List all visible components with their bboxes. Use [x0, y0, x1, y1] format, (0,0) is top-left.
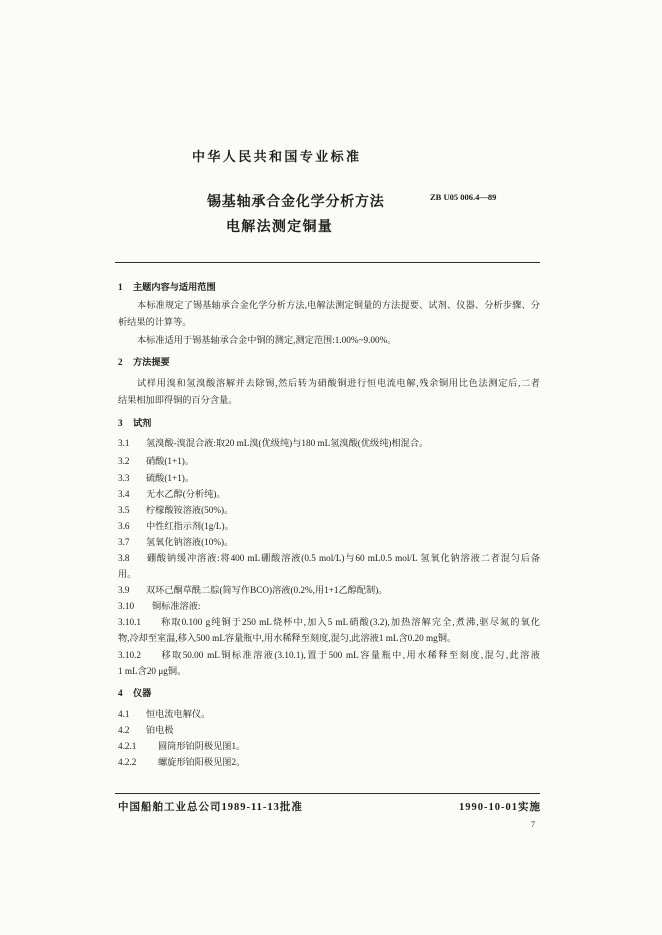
- clause-text: 移取50.00 mL铜标准溶液(3.10.1),置于500 mL容量瓶中,用水稀释至刻度,混匀,此溶液: [160, 650, 540, 660]
- clause-3-4: [118, 488, 540, 500]
- clause-3-5: [118, 504, 540, 516]
- clause-3-10-2-line-1: [118, 649, 540, 661]
- clause-text: 螺旋形铂阳极见图2。: [158, 757, 246, 767]
- clause-text: 硼酸钠缓冲溶液:将400 mL硼酸溶液(0.5 mol/L)与60 mL0.5 mol/L 氢氧化钠溶液二者混匀后备: [146, 553, 540, 563]
- clause-3-10-1-line-1: [118, 616, 540, 628]
- clause-text: 柠檬酸铵溶液(50%)。: [146, 505, 234, 515]
- clause-text: 称取0.100 g纯铜于250 mL烧杯中,加入5 mL硝酸(3.2),加热溶解完全,煮沸,驱尽氮的氧化: [160, 617, 540, 627]
- section-number: 4: [118, 688, 123, 698]
- clause-3-1: [118, 437, 540, 449]
- clause-number: 3.8: [118, 553, 130, 563]
- clause-number: 4.2.1: [118, 741, 137, 751]
- approval-note: 中国船舶工业总公司1989-11-13批准: [118, 802, 303, 813]
- clause-3-9: [118, 584, 540, 596]
- clause-number: 3.4: [118, 489, 130, 499]
- section-number: 2: [118, 357, 123, 367]
- standard-code: ZB U05 006.4—89: [430, 192, 497, 202]
- clause-3-10-1-line-2: 物,冷却至室温,移入500 mL容量瓶中,用水稀释至刻度,混匀,此溶液1 mL含0.20 mg铜。: [118, 633, 457, 643]
- section-title: 方法提要: [133, 357, 170, 367]
- document-title-line-2: 电解法测定铜量: [226, 220, 334, 235]
- clause-text: 圆筒形铂阴极见图1。: [158, 741, 246, 751]
- clause-3-7: [118, 536, 540, 548]
- top-divider: [115, 262, 540, 263]
- clause-number: 3.2: [118, 456, 130, 466]
- clause-4-2-2: [118, 756, 540, 768]
- clause-3-3: [118, 472, 540, 484]
- clause-3-8-line-2: 用。: [118, 569, 137, 579]
- effective-date: 1990-10-01实施: [459, 802, 541, 813]
- clause-text: 铜标准溶液:: [152, 601, 201, 611]
- bottom-divider: [115, 793, 540, 794]
- clause-number: 4.2.2: [118, 757, 137, 767]
- clause-number: 3.10: [118, 601, 135, 611]
- clause-text: 无水乙醇(分析纯)。: [146, 489, 226, 499]
- clause-3-2: [118, 455, 540, 467]
- section-1-heading: [118, 281, 540, 293]
- section-2-paragraph-line-2: 结果相加即得铜的百分含量。: [118, 395, 238, 405]
- clause-3-8-line-1: [118, 552, 540, 564]
- clause-number: 3.9: [118, 585, 130, 595]
- clause-text: 双环己酮草酰二腙(简写作BCO)溶液(0.2%,用1+1乙醇配制)。: [146, 585, 388, 595]
- section-1-paragraph-2: 本标准适用于锡基轴承合金中铜的测定,测定范围:1.00%~9.00%。: [137, 335, 397, 345]
- section-1-paragraph-1-line-2: 析结果的计算等。: [118, 317, 192, 327]
- clause-text: 硫酸(1+1)。: [146, 473, 195, 483]
- standard-category-heading: 中华人民共和国专业标准: [192, 149, 362, 164]
- document-title-line-1: 锡基轴承合金化学分析方法: [207, 195, 385, 210]
- section-title: 试剂: [133, 418, 152, 428]
- clause-4-1: [118, 708, 540, 720]
- page-number: 7: [531, 820, 535, 829]
- clause-text: 恒电流电解仪。: [146, 709, 211, 719]
- clause-4-2-1: [118, 740, 540, 752]
- clause-text: 铂电极: [146, 725, 174, 735]
- clause-number: 3.7: [118, 537, 130, 547]
- clause-number: 3.1: [118, 438, 130, 448]
- clause-text: 硝酸(1+1)。: [146, 456, 195, 466]
- clause-4-2: [118, 724, 540, 736]
- section-4-heading: [118, 687, 540, 699]
- section-2-heading: [118, 356, 540, 368]
- clause-number: 4.1: [118, 709, 130, 719]
- clause-number: 3.10.1: [118, 617, 141, 627]
- section-title: 仪器: [133, 688, 152, 698]
- clause-number: 3.10.2: [118, 650, 141, 660]
- section-number: 1: [118, 282, 123, 292]
- section-title: 主题内容与适用范围: [133, 282, 216, 292]
- section-1-paragraph-1-line-1: 本标准规定了锡基轴承合金化学分析方法,电解法测定铜量的方法提要、试剂、仪器、分析步骤、分: [137, 300, 540, 310]
- clause-text: 氢氧化钠溶液(10%)。: [146, 537, 234, 547]
- clause-number: 3.5: [118, 505, 130, 515]
- clause-3-10-2-line-2: 1 mL含20 μg铜。: [118, 666, 187, 676]
- section-3-heading: [118, 417, 540, 429]
- clause-text: 氢溴酸-溴混合液:取20 mL溴(优级纯)与180 mL氢溴酸(优级纯)相混合。: [146, 438, 429, 448]
- section-2-paragraph-line-1: 试样用溴和氢溴酸溶解并去除锡,然后转为硝酸铜进行恒电流电解,残余铜用比色法测定后,二者: [137, 378, 540, 388]
- clause-number: 4.2: [118, 725, 130, 735]
- section-number: 3: [118, 418, 123, 428]
- clause-number: 3.3: [118, 473, 130, 483]
- clause-number: 3.6: [118, 521, 130, 531]
- clause-3-6: [118, 520, 540, 532]
- clause-3-10: [118, 600, 540, 612]
- clause-text: 中性红指示剂(1g/L)。: [146, 521, 234, 531]
